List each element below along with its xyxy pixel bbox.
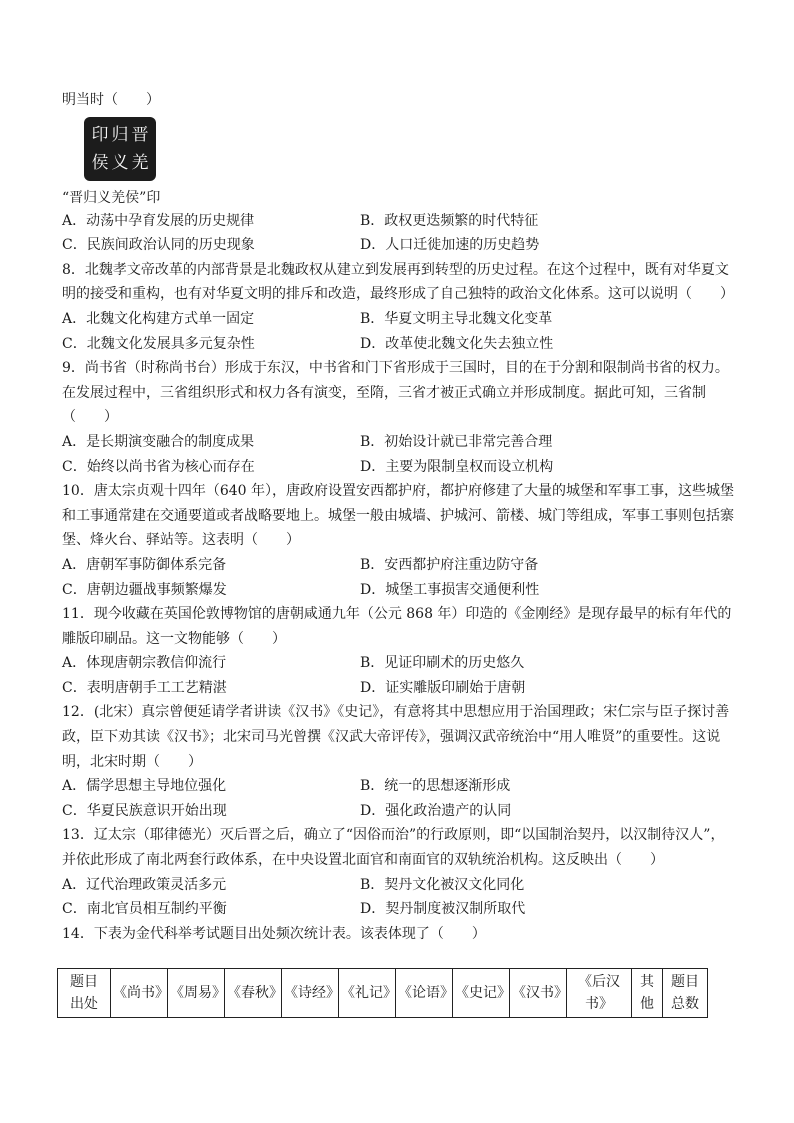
question-12-stem: 政，臣下劝其读《汉书》；北宋司马光曾撰《汉武大帝评传》，强调汉武帝统治中“用人唯贤”的重要性。这说	[62, 729, 721, 746]
seal-char: 晋	[131, 124, 149, 145]
question-10-stem: 堡、烽火台、驿站等。这表明（ ）	[62, 532, 300, 549]
table-header-cell	[396, 969, 453, 1018]
option-d[interactable]: D．城堡工事损害交通便利性	[360, 581, 540, 598]
table-header-cell	[282, 969, 339, 1018]
exam-page	[62, 88, 738, 946]
option-a[interactable]: A．是长期演变融合的制度成果	[62, 433, 255, 450]
option-a[interactable]: A．唐朝军事防御体系完备	[62, 556, 227, 573]
question-10-stem: 和工事通常建在交通要道或者战略要地上。城堡一般由城墙、护城河、箭楼、城门等组成，军事工事则包括寨	[62, 507, 734, 524]
table-header-cell	[567, 969, 632, 1018]
option-b[interactable]: B．安西都护府注重边防守备	[360, 556, 539, 573]
table-header-cell	[111, 969, 168, 1018]
question-9-stem: 在发展过程中，三省组织形式和权力各有演变，至隋，三省才被正式确立并形成制度。据此可知，三省制	[62, 384, 706, 401]
question-11-options-row	[62, 651, 738, 676]
question-7-options-row	[62, 233, 738, 258]
question-8-options-row	[62, 332, 738, 357]
header-text: 《汉书》	[512, 985, 568, 1001]
question-7-options-row	[62, 209, 738, 234]
option-d[interactable]: D．契丹制度被汉制所取代	[360, 901, 526, 918]
seal-char: 义	[111, 152, 129, 173]
question-13-stem: 并依此形成了南北两套行政体系，在中央设置北面官和南面官的双轨统治机构。这反映出（ ）	[62, 852, 664, 869]
question-13-options-row	[62, 897, 738, 922]
header-text: 《后汉	[578, 974, 620, 990]
header-text: 《诗经》	[284, 985, 340, 1001]
option-b[interactable]: B．政权更迭频繁的时代特征	[360, 212, 539, 229]
question-9-options-row	[62, 455, 738, 480]
question-10-options-row	[62, 578, 738, 603]
option-d[interactable]: D．人口迁徙加速的历史趋势	[360, 237, 540, 254]
question-8-stem: 明的接受和重构，也有对华夏文明的排斥和改造，最终形成了自己独特的政治文化体系。这可以说明（ ）	[62, 286, 734, 303]
exam-source-frequency-table	[57, 968, 708, 1018]
table-header-cell	[168, 969, 225, 1018]
header-text: 其	[640, 974, 654, 990]
header-text: 他	[640, 996, 654, 1012]
question-11-stem: 雕版印刷品。这一文物能够（ ）	[62, 630, 286, 647]
question-9-stem: （ ）	[62, 409, 118, 426]
table-header-cell	[58, 969, 111, 1018]
header-text: 题目	[671, 974, 699, 990]
option-c[interactable]: C．唐朝边疆战事频繁爆发	[62, 581, 227, 598]
seal-char: 侯	[91, 152, 109, 173]
option-b[interactable]: B．初始设计就已非常完善合理	[360, 433, 553, 450]
question-10-options-row	[62, 553, 738, 578]
option-b[interactable]: B．契丹文化被汉文化同化	[360, 876, 525, 893]
question-12-stem: 明，北宋时期（ ）	[62, 753, 202, 770]
question-13-stem: 13．辽太宗（耶律德光）灭后晋之后，确立了“因俗而治”的行政原则，即“以国制治契丹，以汉制待汉人”，	[62, 827, 725, 844]
header-text: 《史记》	[455, 985, 511, 1001]
header-text: 《礼记》	[341, 985, 397, 1001]
option-c[interactable]: C．表明唐朝手工工艺精湛	[62, 679, 227, 696]
seal-char: 归	[111, 124, 129, 145]
header-text: 《春秋》	[227, 985, 283, 1001]
table-header-cell	[339, 969, 396, 1018]
header-text: 《论语》	[398, 985, 454, 1001]
seal-caption: “晋归义羌侯”印	[62, 189, 161, 206]
option-c[interactable]: C．华夏民族意识开始出现	[62, 802, 227, 819]
option-a[interactable]: A．儒学思想主导地位强化	[62, 778, 227, 795]
option-a[interactable]: A．辽代治理政策灵活多元	[62, 876, 227, 893]
question-12-options-row	[62, 799, 738, 824]
question-12-stem: 12．(北宋）真宗曾便延请学者讲读《汉书》《史记》，有意将其中思想应用于治国理政；宋仁宗与臣子探讨善	[62, 704, 730, 721]
seal-char: 印	[91, 124, 109, 145]
table-header-cell	[453, 969, 510, 1018]
option-d[interactable]: D．主要为限制皇权而设立机构	[360, 458, 554, 475]
question-8-options-row	[62, 307, 738, 332]
question-13-options-row	[62, 873, 738, 898]
question-9-stem: 9．尚书省（时称尚书台）形成于东汉，中书省和门下省形成于三国时，目的在于分割和限制尚书省的权力。	[62, 360, 729, 377]
question-11-stem: 11．现今收藏在英国伦敦博物馆的唐朝咸通九年（公元 868 年）印造的《金刚经》是现存最早的标有年代的	[62, 606, 732, 623]
seal-characters	[90, 121, 150, 177]
table-header-cell	[225, 969, 282, 1018]
table-header-cell	[663, 969, 708, 1018]
option-b[interactable]: B．华夏文明主导北魏文化变革	[360, 310, 553, 327]
header-text: 《尚书》	[113, 985, 169, 1001]
question-10-stem: 10．唐太宗贞观十四年（640 年），唐政府设置安西都护府，都护府修建了大量的城堡和军事工事，这些城堡	[62, 483, 734, 500]
seal-image-container	[62, 113, 738, 185]
question-12-options-row	[62, 774, 738, 799]
option-a[interactable]: A．北魏文化构建方式单一固定	[62, 310, 255, 327]
seal-char: 羌	[131, 152, 149, 173]
option-d[interactable]: D．改革使北魏文化失去独立性	[360, 335, 554, 352]
option-b[interactable]: B．见证印刷术的历史悠久	[360, 655, 525, 672]
question-9-options-row	[62, 430, 738, 455]
option-c[interactable]: C．南北官员相互制约平衡	[62, 901, 227, 918]
option-d[interactable]: D．强化政治遗产的认同	[360, 802, 512, 819]
question-11-options-row	[62, 676, 738, 701]
header-text: 出处	[70, 996, 98, 1012]
option-a[interactable]: A．体现唐朝宗教信仰流行	[62, 655, 227, 672]
seal-stamp-image	[84, 117, 156, 181]
header-text: 《周易》	[170, 985, 226, 1001]
option-d[interactable]: D．证实雕版印刷始于唐朝	[360, 679, 526, 696]
header-text: 题目	[70, 974, 98, 990]
question-7-stem-tail: 明当时（ ）	[62, 92, 160, 108]
header-text: 书》	[585, 996, 613, 1012]
question-8-stem: 8．北魏孝文帝改革的内部背景是北魏政权从建立到发展再到转型的历史过程。在这个过程中，既有对华夏文	[62, 261, 729, 278]
option-a[interactable]: A．动荡中孕育发展的历史规律	[62, 212, 255, 229]
option-c[interactable]: C．北魏文化发展具多元复杂性	[62, 335, 255, 352]
table-header-cell	[510, 969, 567, 1018]
table-header-row	[58, 969, 708, 1018]
option-c[interactable]: C．民族间政治认同的历史现象	[62, 237, 255, 254]
option-c[interactable]: C．始终以尚书省为核心而存在	[62, 458, 255, 475]
table-header-cell	[632, 969, 663, 1018]
question-14-stem: 14．下表为金代科举考试题目出处频次统计表。该表体现了（ ）	[62, 925, 486, 942]
option-b[interactable]: B．统一的思想逐渐形成	[360, 778, 511, 795]
header-text: 总数	[671, 996, 699, 1012]
